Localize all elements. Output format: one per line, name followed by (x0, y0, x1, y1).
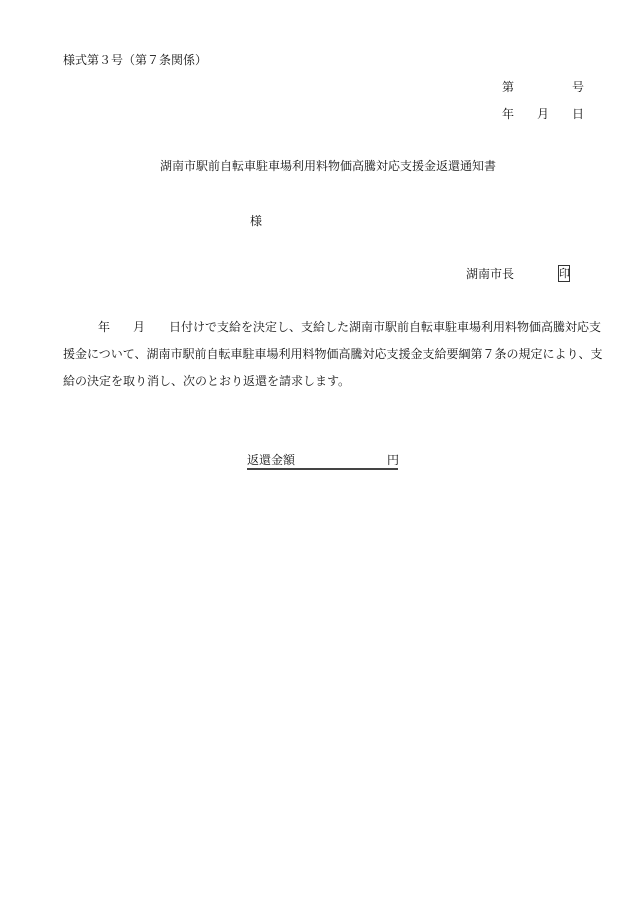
body-line-1: 日付けで支給を決定し、支給した湖南市駅前自転車駐車場利用料物価高騰対応支 (169, 320, 602, 334)
form-label: 様式第３号（第７条関係） (63, 53, 208, 67)
number-suffix: 号 (572, 80, 585, 94)
body-line-2: 援金について、湖南市駅前自転車駐車場利用料物価高騰対応支援金支給要綱第７条の規定により、支 (63, 347, 603, 361)
body-line-3: 給の決定を取り消し、次のとおり返還を請求します。 (63, 374, 351, 388)
issuer-name: 湖南市長 (466, 267, 515, 281)
seal-mark: 印 (559, 267, 570, 280)
date-year: 年 (502, 107, 515, 121)
body-year: 年 (98, 320, 111, 334)
body-month: 月 (133, 320, 146, 334)
addressee-suffix: 様 (250, 214, 263, 228)
document-title: 湖南市駅前自転車駐車場利用料物価高騰対応支援金返還通知書 (160, 159, 497, 173)
amount-unit: 円 (387, 453, 400, 467)
amount-label: 返還金額 (247, 453, 296, 467)
return-amount-field (247, 453, 398, 470)
date-day: 日 (572, 107, 585, 121)
number-prefix: 第 (502, 80, 515, 94)
date-month: 月 (537, 107, 550, 121)
